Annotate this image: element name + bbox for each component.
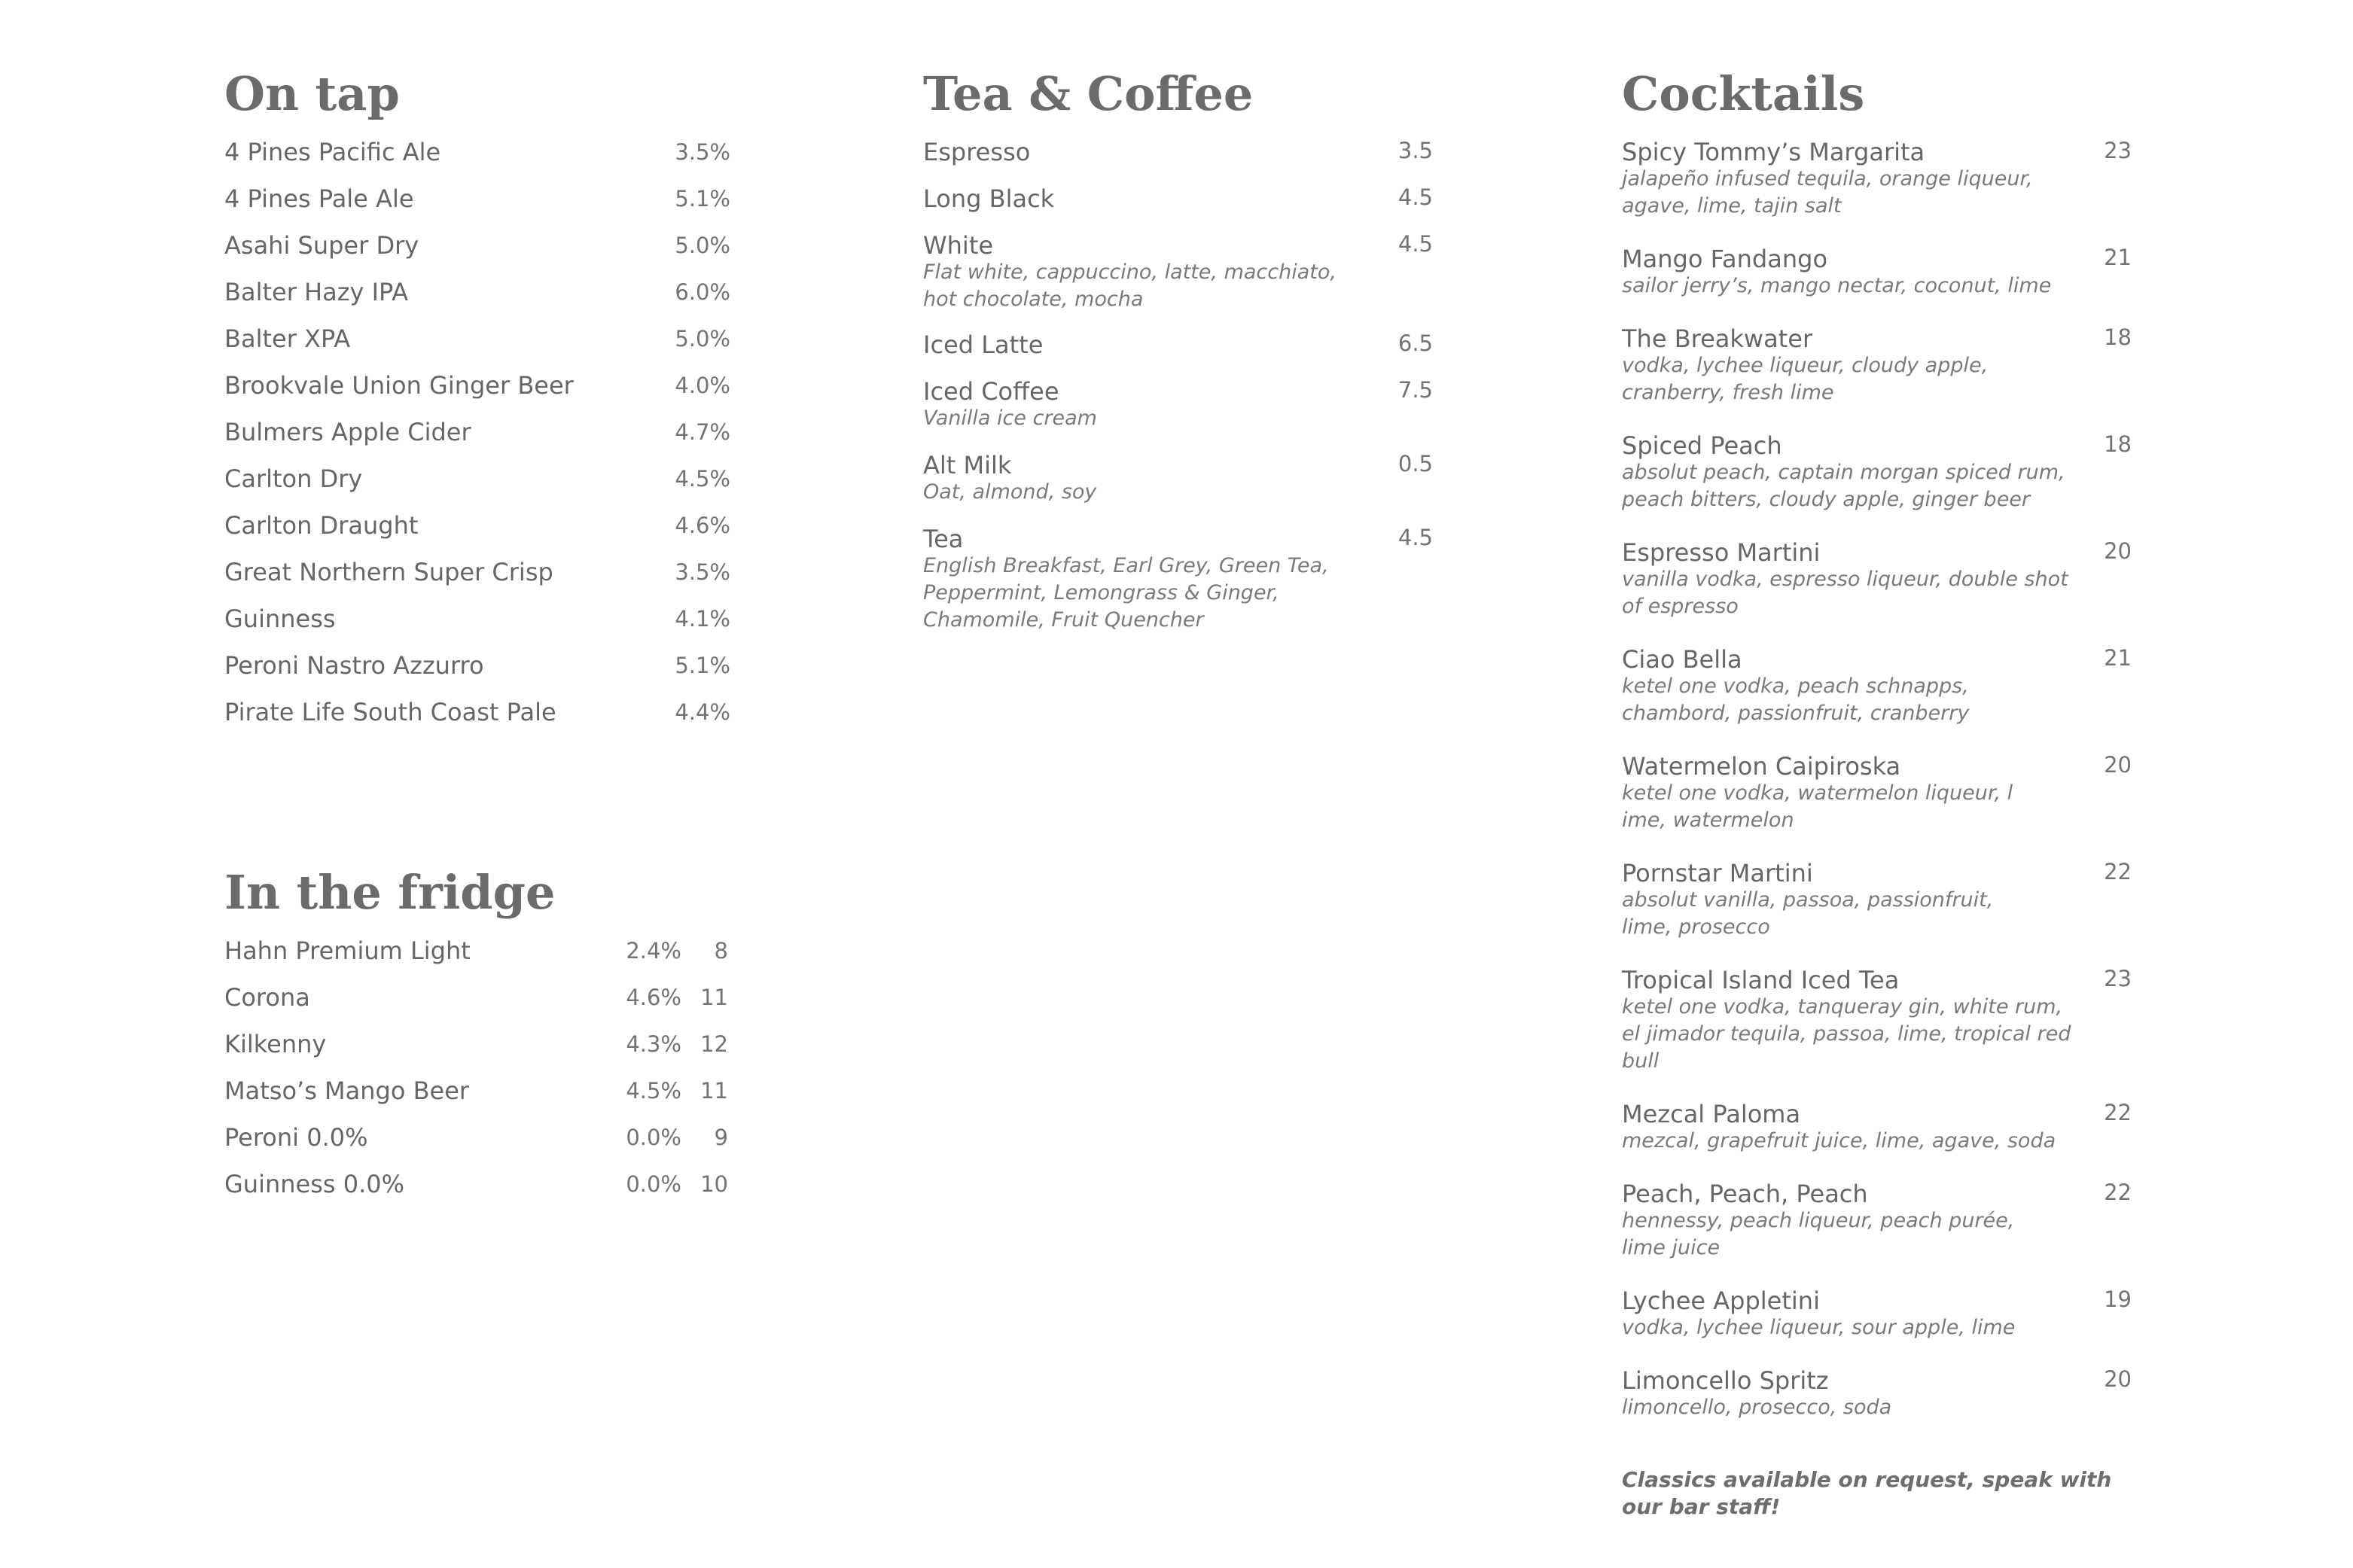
list-item-abv: 4.6%	[626, 985, 681, 1010]
list-item-description: ketel one vodka, watermelon liqueur, l ime, watermelon	[1622, 781, 2013, 832]
list-item-abv: 6.0%	[675, 279, 730, 305]
list-item-name: 4 Pines Pacific Ale	[224, 138, 441, 166]
list-item-description: ketel one vodka, peach schnapps, chambord, passionfruit, cranberry	[1622, 674, 1970, 725]
list-item-name: Guinness 0.0%	[224, 1170, 405, 1198]
list-item-name: Long Black	[923, 184, 1055, 213]
in-the-fridge-heading: In the fridge	[224, 865, 556, 920]
list-item-price: 22	[2104, 1100, 2132, 1125]
list-item-name: Mezcal Paloma	[1622, 1100, 1801, 1128]
list-item-description: absolut vanilla, passoa, passionfruit, lime, prosecco	[1622, 888, 1994, 939]
list-item-name: Corona	[224, 983, 310, 1012]
list-item-price: 0.5	[1397, 451, 1433, 476]
list-item-name: Mango Fandango	[1622, 245, 1828, 273]
list-item-description: absolut peach, captain morgan spiced rum, peach bitters, cloudy apple, ginger beer	[1622, 461, 2065, 511]
list-item-abv: 5.1%	[675, 653, 730, 678]
list-item-price: 4.5	[1397, 525, 1433, 550]
list-item-name: Limoncello Spritz	[1622, 1366, 1829, 1395]
list-item-abv: 5.1%	[675, 186, 730, 212]
list-item-name: Carlton Dry	[224, 464, 363, 493]
list-item-name: Asahi Super Dry	[224, 231, 419, 260]
list-item-name: White	[923, 231, 994, 260]
list-item-description: English Breakfast, Earl Grey, Green Tea, Peppermint, Lemongrass & Ginger, Chamomile, Fruit Quencher	[923, 554, 1329, 632]
list-item-name: Espresso	[923, 138, 1031, 166]
list-item-description: Flat white, cappuccino, latte, macchiato, hot chocolate, mocha	[923, 260, 1337, 311]
list-item-description: hennessy, peach liqueur, peach purée, lime juice	[1622, 1209, 2015, 1259]
list-item-abv: 4.4%	[675, 699, 730, 725]
list-item-description: Oat, almond, soy	[923, 480, 1097, 504]
list-item-abv: 4.1%	[675, 606, 730, 632]
list-item-price: 20	[2104, 752, 2132, 778]
list-item-price: 20	[2104, 1366, 2132, 1392]
list-item-abv: 5.0%	[675, 326, 730, 352]
list-item-name: Bulmers Apple Cider	[224, 418, 471, 446]
list-item-price: 20	[2104, 538, 2132, 564]
classics-note: Classics available on request, speak with our bar staff!	[1622, 1467, 2112, 1519]
list-item-abv: 3.5%	[675, 139, 730, 165]
list-item-price: 7.5	[1397, 377, 1433, 403]
list-item-price: 11	[700, 1078, 728, 1104]
list-item-abv: 4.7%	[675, 419, 730, 445]
list-item-description: limoncello, prosecco, soda	[1622, 1396, 1892, 1419]
list-item-description: mezcal, grapefruit juice, lime, agave, soda	[1622, 1129, 2056, 1152]
cocktails-heading: Cocktails	[1622, 66, 1865, 121]
list-item-description: sailor jerry’s, mango nectar, coconut, lime	[1622, 274, 2052, 297]
list-item-price: 18	[2104, 431, 2132, 457]
list-item-price: 23	[2104, 966, 2132, 991]
list-item-abv: 4.6%	[675, 513, 730, 538]
list-item-price: 10	[700, 1171, 728, 1197]
list-item-description: vanilla vodka, espresso liqueur, double shot of espresso	[1622, 568, 2068, 618]
list-item-name: Brookvale Union Ginger Beer	[224, 371, 574, 400]
list-item-name: Spicy Tommy’s Margarita	[1622, 138, 1925, 166]
list-item-name: Kilkenny	[224, 1030, 327, 1058]
list-item-abv: 4.5%	[626, 1078, 681, 1104]
list-item-name: Ciao Bella	[1622, 645, 1742, 674]
list-item-name: Peach, Peach, Peach	[1622, 1180, 1868, 1208]
list-item-price: 4.5	[1397, 184, 1433, 210]
list-item-name: Balter XPA	[224, 324, 351, 353]
list-item-abv: 4.3%	[626, 1031, 681, 1057]
list-item-price: 6.5	[1397, 330, 1433, 356]
list-item-price: 3.5	[1397, 138, 1433, 163]
list-item-abv: 4.0%	[675, 373, 730, 398]
list-item-price: 9	[714, 1125, 728, 1150]
list-item-description: Vanilla ice cream	[923, 406, 1097, 430]
list-item-description: ketel one vodka, tanqueray gin, white rum, el jimador tequila, passoa, lime, tropical red bull	[1622, 995, 2071, 1073]
list-item-name: Watermelon Caipiroska	[1622, 752, 1901, 781]
list-item-price: 22	[2104, 1180, 2132, 1205]
list-item-name: Hahn Premium Light	[224, 936, 471, 965]
list-item-name: Peroni Nastro Azzurro	[224, 651, 484, 680]
list-item-name: Iced Coffee	[923, 377, 1059, 406]
list-item-abv: 0.0%	[626, 1171, 681, 1197]
list-item-name: The Breakwater	[1622, 324, 1813, 353]
list-item-price: 23	[2104, 138, 2132, 163]
list-item-name: Tropical Island Iced Tea	[1622, 966, 1900, 994]
list-item-description: jalapeño infused tequila, orange liqueur, agave, lime, tajin salt	[1622, 167, 2033, 218]
list-item-name: Iced Latte	[923, 330, 1044, 359]
list-item-name: Matso’s Mango Beer	[224, 1076, 470, 1105]
tea-coffee-heading: Tea & Coffee	[923, 66, 1254, 121]
list-item-price: 19	[2104, 1286, 2132, 1312]
list-item-name: Great Northern Super Crisp	[224, 558, 553, 586]
list-item-name: Peroni 0.0%	[224, 1123, 368, 1152]
list-item-name: Balter Hazy IPA	[224, 278, 409, 306]
list-item-price: 12	[700, 1031, 728, 1057]
list-item-name: Pirate Life South Coast Pale	[224, 698, 556, 726]
list-item-abv: 0.0%	[626, 1125, 681, 1150]
list-item-abv: 3.5%	[675, 559, 730, 585]
list-item-price: 21	[2104, 645, 2132, 671]
list-item-price: 8	[714, 938, 728, 964]
list-item-name: Pornstar Martini	[1622, 859, 1813, 888]
list-item-name: Alt Milk	[923, 451, 1012, 480]
list-item-name: Lychee Appletini	[1622, 1286, 1820, 1315]
list-item-price: 11	[700, 985, 728, 1010]
list-item-name: Tea	[923, 525, 964, 553]
list-item-name: Carlton Draught	[224, 511, 419, 540]
list-item-abv: 5.0%	[675, 233, 730, 258]
list-item-price: 4.5	[1397, 231, 1433, 257]
list-item-abv: 2.4%	[626, 938, 681, 964]
list-item-price: 21	[2104, 245, 2132, 270]
list-item-description: vodka, lychee liqueur, sour apple, lime	[1622, 1316, 2016, 1339]
list-item-description: vodka, lychee liqueur, cloudy apple, cranberry, fresh lime	[1622, 354, 1989, 404]
list-item-price: 22	[2104, 859, 2132, 884]
on-tap-heading: On tap	[224, 66, 400, 121]
list-item-name: 4 Pines Pale Ale	[224, 184, 414, 213]
list-item-name: Guinness	[224, 604, 336, 633]
list-item-name: Spiced Peach	[1622, 431, 1782, 460]
list-item-name: Espresso Martini	[1622, 538, 1821, 567]
list-item-abv: 4.5%	[675, 466, 730, 492]
list-item-price: 18	[2104, 324, 2132, 350]
